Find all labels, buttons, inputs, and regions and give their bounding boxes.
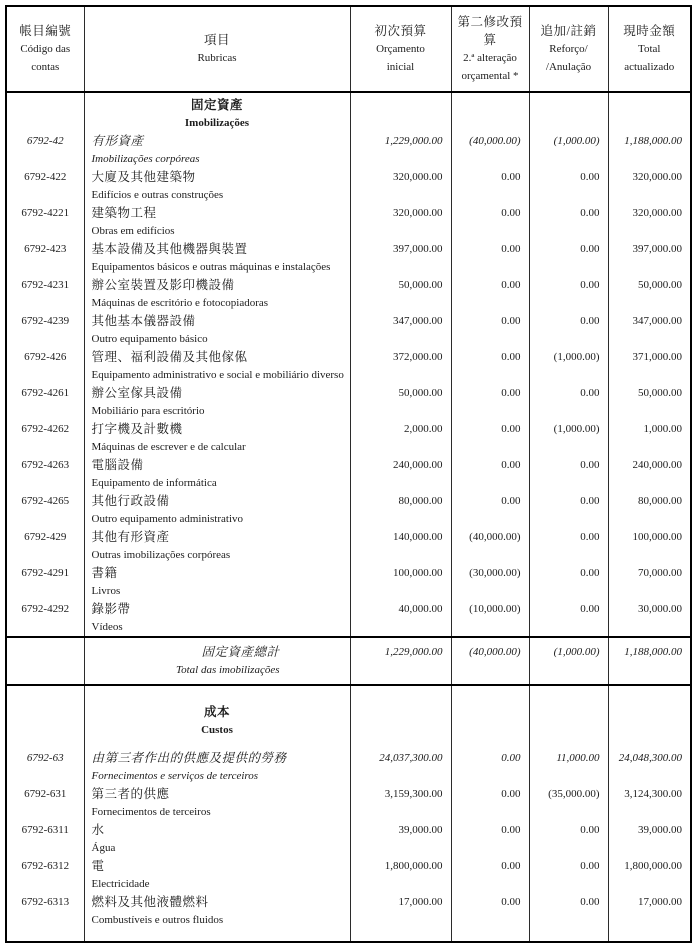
table-row — [6, 785, 691, 821]
current-total-value: 70,000.00 — [608, 564, 691, 600]
reinforcement-cancellation-value: (1,000.00) — [529, 348, 608, 384]
rubric-zh: 建築物工程 — [91, 206, 157, 220]
table-row — [6, 276, 691, 312]
initial-budget-value: 240,000.00 — [350, 456, 451, 492]
current-total-value: 1,000.00 — [608, 420, 691, 456]
second-amendment-value: 0.00 — [451, 420, 529, 456]
current-total-value: 50,000.00 — [608, 276, 691, 312]
total-label-cell — [84, 637, 350, 685]
rubric-cell — [84, 564, 350, 600]
reinforcement-cancellation-value: 0.00 — [529, 384, 608, 420]
budget-table — [5, 5, 692, 943]
rubric-cell — [84, 384, 350, 420]
rubric-zh: 管理、福利設備及其他傢俬 — [91, 350, 248, 364]
rubric-zh: 其他基本儀器設備 — [91, 314, 196, 328]
account-code: 6792-423 — [24, 243, 67, 255]
rubric-pt: Imobilizações corpóreas — [91, 153, 200, 165]
rubric-zh: 水 — [91, 823, 105, 837]
reinforcement-cancellation-value: 0.00 — [529, 492, 608, 528]
account-code: 6792-426 — [24, 351, 67, 363]
rubric-pt: Combustíveis e outros fluidos — [91, 914, 224, 926]
rubric-cell — [84, 857, 350, 893]
empty-code-cell — [6, 685, 84, 739]
table-body — [6, 92, 691, 942]
rubric-pt: Vídeos — [91, 621, 123, 633]
table-row — [6, 348, 691, 384]
initial-budget-value: 17,000.00 — [350, 893, 451, 942]
header-current-total-pt2: actualizado — [624, 61, 675, 73]
table-row — [6, 739, 691, 785]
empty-value-cell — [350, 92, 451, 132]
current-total-value: 397,000.00 — [608, 240, 691, 276]
reinforcement-cancellation-value: 11,000.00 — [529, 739, 608, 785]
rubric-cell — [84, 600, 350, 637]
initial-budget-total: 1,229,000.00 — [350, 637, 451, 685]
header-rubrics-pt: Rubricas — [197, 52, 237, 64]
second-amendment-value: 0.00 — [451, 857, 529, 893]
initial-budget-value: 3,159,300.00 — [350, 785, 451, 821]
second-amendment-value: 0.00 — [451, 492, 529, 528]
empty-value-cell — [529, 685, 608, 739]
header-reinforcement-cancellation-pt2: /Anulação — [545, 61, 592, 73]
rubric-zh: 辦公室裝置及影印機設備 — [91, 278, 235, 292]
second-amendment-value: 0.00 — [451, 204, 529, 240]
section-title-row — [6, 92, 691, 132]
rubric-pt: Fornecimentos de terceiros — [91, 806, 211, 818]
account-code: 6792-63 — [26, 752, 64, 764]
reinforcement-cancellation-value: (35,000.00) — [529, 785, 608, 821]
rubric-cell — [84, 420, 350, 456]
rubric-pt: Fornecimentos e serviços de terceiros — [91, 770, 259, 782]
empty-code-cell — [6, 637, 84, 685]
table-row — [6, 384, 691, 420]
reinforcement-cancellation-value: 0.00 — [529, 564, 608, 600]
header-initial-budget-zh: 初次預算 — [374, 24, 427, 38]
table-row — [6, 821, 691, 857]
header-reinforcement-cancellation-pt1: Reforço/ — [549, 43, 588, 55]
table-row — [6, 204, 691, 240]
table-row — [6, 132, 691, 168]
current-total-value: 320,000.00 — [608, 204, 691, 240]
initial-budget-value: 80,000.00 — [350, 492, 451, 528]
account-code: 6792-6313 — [21, 896, 70, 908]
initial-budget-value: 320,000.00 — [350, 204, 451, 240]
current-total-value: 347,000.00 — [608, 312, 691, 348]
header-initial-budget — [350, 6, 451, 92]
current-total-value: 24,048,300.00 — [608, 739, 691, 785]
rubric-zh: 第三者的供應 — [91, 787, 170, 801]
rubric-cell — [84, 821, 350, 857]
section-title-zh: 固定資產 — [190, 98, 243, 112]
reinforcement-cancellation-value: 0.00 — [529, 456, 608, 492]
reinforcement-cancellation-value: 0.00 — [529, 893, 608, 942]
rubric-cell — [84, 312, 350, 348]
current-total-value: 39,000.00 — [608, 821, 691, 857]
empty-value-cell — [350, 685, 451, 739]
reinforcement-cancellation-value: 0.00 — [529, 276, 608, 312]
second-amendment-value: 0.00 — [451, 739, 529, 785]
current-total-value: 17,000.00 — [608, 893, 691, 942]
rubric-zh: 其他有形資產 — [91, 530, 170, 544]
account-code: 6792-4292 — [21, 603, 70, 615]
header-account-code — [6, 6, 84, 92]
table-row — [6, 893, 691, 942]
current-total-value: 1,800,000.00 — [608, 857, 691, 893]
header-second-amendment-pt2: orçamental * — [461, 70, 519, 82]
account-code: 6792-4261 — [21, 387, 70, 399]
current-total-value: 50,000.00 — [608, 384, 691, 420]
section-title-pt: Imobilizações — [184, 117, 250, 129]
initial-budget-value: 1,229,000.00 — [350, 132, 451, 168]
initial-budget-value: 320,000.00 — [350, 168, 451, 204]
initial-budget-value: 24,037,300.00 — [350, 739, 451, 785]
current-total-value: 3,124,300.00 — [608, 785, 691, 821]
rubric-cell — [84, 204, 350, 240]
rubric-pt: Obras em edifícios — [91, 225, 175, 237]
empty-value-cell — [529, 92, 608, 132]
initial-budget-value: 372,000.00 — [350, 348, 451, 384]
header-rubrics-zh: 項目 — [203, 33, 230, 47]
rubric-zh: 電腦設備 — [91, 458, 144, 472]
header-second-amendment — [451, 6, 529, 92]
section-title-cell — [84, 685, 350, 739]
rubric-zh: 辦公室傢具設備 — [91, 386, 183, 400]
initial-budget-value: 50,000.00 — [350, 276, 451, 312]
second-amendment-value: (10,000.00) — [451, 600, 529, 637]
rubric-pt: Equipamento administrativo e social e mobiliário diverso — [91, 369, 344, 381]
rubric-zh: 基本設備及其他機器與裝置 — [91, 242, 248, 256]
account-code: 6792-429 — [24, 531, 67, 543]
initial-budget-value: 50,000.00 — [350, 384, 451, 420]
rubric-zh: 錄影帶 — [91, 602, 131, 616]
empty-value-cell — [451, 685, 529, 739]
rubric-zh: 電 — [91, 859, 105, 873]
initial-budget-value: 100,000.00 — [350, 564, 451, 600]
header-second-amendment-pt1: 2.ª alteração — [463, 52, 517, 64]
section-title-zh: 成本 — [203, 705, 230, 719]
reinforcement-cancellation-value: 0.00 — [529, 528, 608, 564]
total-label-pt: Total das imobilizações — [176, 664, 280, 676]
rubric-cell — [84, 168, 350, 204]
reinforcement-cancellation-value: 0.00 — [529, 240, 608, 276]
header-reinforcement-cancellation — [529, 6, 608, 92]
rubric-cell — [84, 785, 350, 821]
rubric-cell — [84, 492, 350, 528]
account-code: 6792-4265 — [21, 495, 70, 507]
table-row — [6, 564, 691, 600]
header-initial-budget-pt2: inicial — [386, 61, 415, 73]
section-title-cell — [84, 92, 350, 132]
second-amendment-value: 0.00 — [451, 384, 529, 420]
table-row — [6, 312, 691, 348]
header-initial-budget-pt1: Orçamento — [376, 43, 425, 55]
table-row — [6, 528, 691, 564]
reinforcement-cancellation-value: 0.00 — [529, 168, 608, 204]
rubric-zh: 打字機及計數機 — [91, 422, 183, 436]
header-reinforcement-cancellation-zh: 追加/註銷 — [540, 24, 597, 38]
current-total-value: 1,188,000.00 — [608, 132, 691, 168]
rubric-zh: 燃料及其他液體燃料 — [91, 895, 209, 909]
rubric-pt: Edifícios e outras construções — [91, 189, 224, 201]
account-code: 6792-422 — [24, 171, 67, 183]
second-amendment-value: 0.00 — [451, 893, 529, 942]
rubric-cell — [84, 528, 350, 564]
rubric-pt: Máquinas de escritório e fotocopiadoras — [91, 297, 269, 309]
second-amendment-total: (40,000.00) — [451, 637, 529, 685]
rubric-cell — [84, 348, 350, 384]
header-current-total-zh: 現時金額 — [623, 24, 676, 38]
header-account-code-zh: 帳目編號 — [19, 24, 72, 38]
initial-budget-value: 140,000.00 — [350, 528, 451, 564]
table-row — [6, 600, 691, 637]
table-row — [6, 240, 691, 276]
header-current-total — [608, 6, 691, 92]
second-amendment-value: 0.00 — [451, 168, 529, 204]
table-row — [6, 168, 691, 204]
second-amendment-value: (40,000.00) — [451, 132, 529, 168]
header-account-code-pt1: Código das — [20, 43, 71, 55]
second-amendment-value: 0.00 — [451, 821, 529, 857]
section-total-row — [6, 637, 691, 685]
account-code: 6792-631 — [24, 788, 67, 800]
rubric-pt: Mobiliário para escritório — [91, 405, 205, 417]
current-total-value: 371,000.00 — [608, 348, 691, 384]
rubric-cell — [84, 739, 350, 785]
table-row — [6, 456, 691, 492]
section-title-row — [6, 685, 691, 739]
second-amendment-value: 0.00 — [451, 348, 529, 384]
account-code: 6792-42 — [26, 135, 64, 147]
rubric-pt: Outras imobilizações corpóreas — [91, 549, 231, 561]
header-row — [6, 6, 691, 92]
header-second-amendment-zh: 第二修改預算 — [457, 15, 523, 47]
rubric-cell — [84, 893, 350, 942]
account-code: 6792-4231 — [21, 279, 70, 291]
reinforcement-cancellation-value: (1,000.00) — [529, 420, 608, 456]
second-amendment-value: 0.00 — [451, 456, 529, 492]
rubric-pt: Equipamento de informática — [91, 477, 217, 489]
current-total-total: 1,188,000.00 — [608, 637, 691, 685]
rubric-pt: Outro equipamento administrativo — [91, 513, 244, 525]
account-code: 6792-4291 — [21, 567, 70, 579]
account-code: 6792-4221 — [21, 207, 70, 219]
second-amendment-value: (30,000.00) — [451, 564, 529, 600]
second-amendment-value: 0.00 — [451, 312, 529, 348]
reinforcement-cancellation-value: 0.00 — [529, 857, 608, 893]
table-header — [6, 6, 691, 92]
second-amendment-value: 0.00 — [451, 785, 529, 821]
initial-budget-value: 40,000.00 — [350, 600, 451, 637]
account-code: 6792-4262 — [21, 423, 70, 435]
table-row — [6, 857, 691, 893]
rubric-pt: Outro equipamento básico — [91, 333, 208, 345]
current-total-value: 80,000.00 — [608, 492, 691, 528]
initial-budget-value: 2,000.00 — [350, 420, 451, 456]
second-amendment-value: 0.00 — [451, 240, 529, 276]
reinforcement-cancellation-value: 0.00 — [529, 821, 608, 857]
empty-code-cell — [6, 92, 84, 132]
initial-budget-value: 347,000.00 — [350, 312, 451, 348]
initial-budget-value: 39,000.00 — [350, 821, 451, 857]
header-current-total-pt1: Total — [638, 43, 661, 55]
header-account-code-pt2: contas — [31, 61, 60, 73]
account-code: 6792-4263 — [21, 459, 70, 471]
initial-budget-value: 1,800,000.00 — [350, 857, 451, 893]
reinforcement-cancellation-total: (1,000.00) — [529, 637, 608, 685]
account-code: 6792-6311 — [21, 824, 69, 836]
rubric-cell — [84, 456, 350, 492]
rubric-zh: 有形資產 — [91, 134, 144, 148]
total-label-zh: 固定資產總計 — [201, 645, 280, 659]
current-total-value: 100,000.00 — [608, 528, 691, 564]
current-total-value: 240,000.00 — [608, 456, 691, 492]
rubric-pt: Livros — [91, 585, 121, 597]
empty-value-cell — [608, 685, 691, 739]
second-amendment-value: (40,000.00) — [451, 528, 529, 564]
second-amendment-value: 0.00 — [451, 276, 529, 312]
reinforcement-cancellation-value: 0.00 — [529, 204, 608, 240]
current-total-value: 320,000.00 — [608, 168, 691, 204]
rubric-pt: Máquinas de escrever e de calcular — [91, 441, 246, 453]
rubric-zh: 其他行政設備 — [91, 494, 170, 508]
initial-budget-value: 397,000.00 — [350, 240, 451, 276]
rubric-zh: 由第三者作出的供應及提供的勞務 — [91, 751, 287, 765]
reinforcement-cancellation-value: (1,000.00) — [529, 132, 608, 168]
reinforcement-cancellation-value: 0.00 — [529, 600, 608, 637]
rubric-zh: 大廈及其他建築物 — [91, 170, 196, 184]
reinforcement-cancellation-value: 0.00 — [529, 312, 608, 348]
table-row — [6, 492, 691, 528]
current-total-value: 30,000.00 — [608, 600, 691, 637]
empty-value-cell — [451, 92, 529, 132]
rubric-pt: Equipamentos básicos e outras máquinas e instalações — [91, 261, 331, 273]
header-rubrics — [84, 6, 350, 92]
empty-value-cell — [608, 92, 691, 132]
rubric-cell — [84, 132, 350, 168]
section-title-pt: Custos — [201, 724, 233, 736]
table-row — [6, 420, 691, 456]
rubric-zh: 書籍 — [91, 566, 118, 580]
account-code: 6792-4239 — [21, 315, 70, 327]
rubric-pt: Electricidade — [91, 878, 150, 890]
rubric-cell — [84, 276, 350, 312]
rubric-pt: Água — [91, 842, 116, 854]
account-code: 6792-6312 — [21, 860, 70, 872]
rubric-cell — [84, 240, 350, 276]
